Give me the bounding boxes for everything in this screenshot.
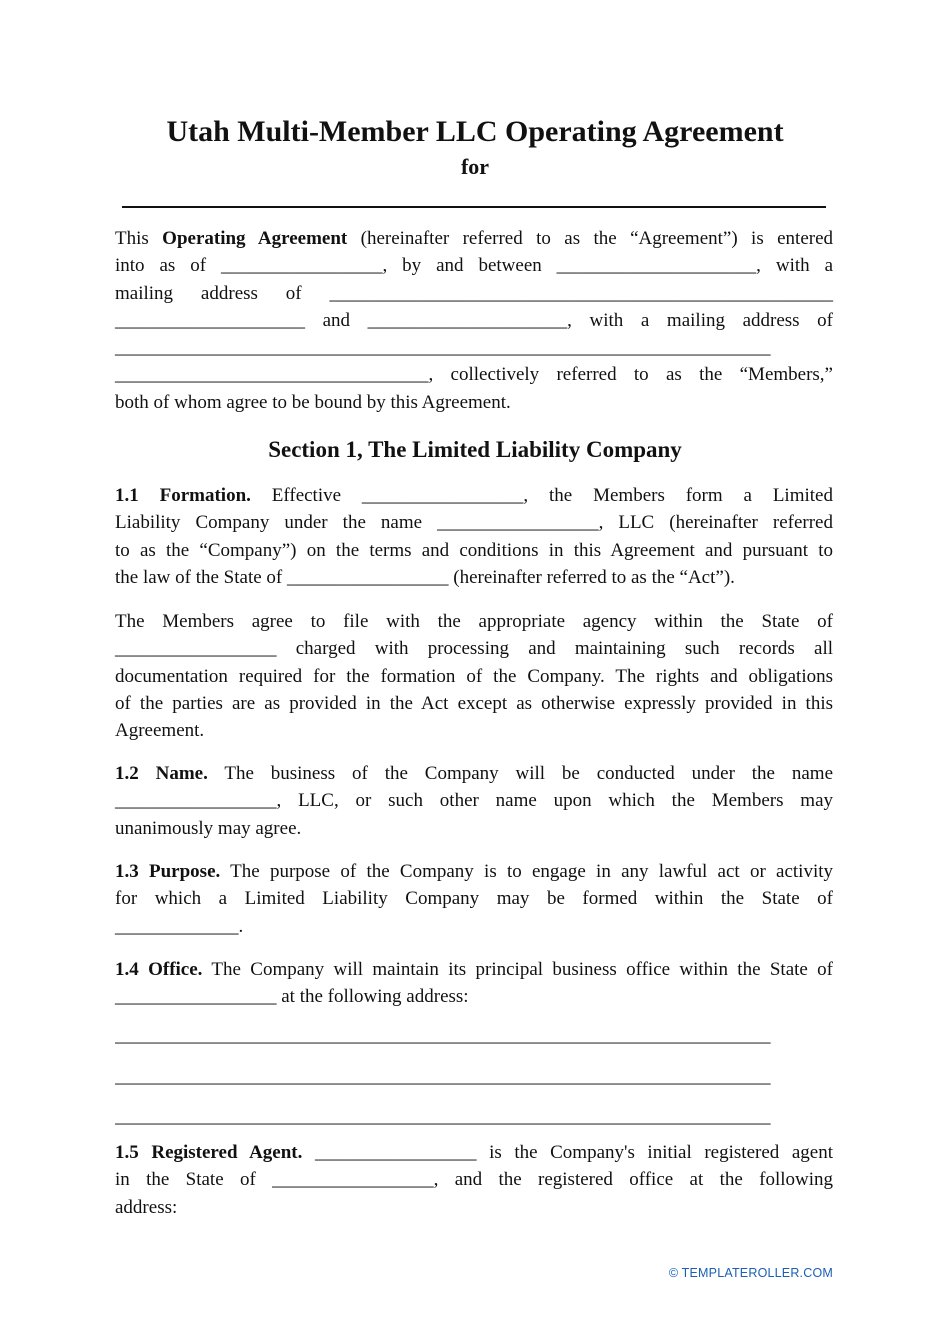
intro-line-2: into as of _________________, by and between _____________________, with a xyxy=(115,255,833,277)
intro-line-4: ____________________ and _____________________, with a mailing address of xyxy=(115,309,833,331)
filing-paragraph xyxy=(115,608,833,744)
purpose-line-3: _____________. xyxy=(115,915,244,937)
filing-line-1: The Members agree to file with the appropriate agency within the State of xyxy=(115,611,833,632)
office-paragraph xyxy=(115,956,833,1011)
office-line-2: _________________ at the following address: xyxy=(115,986,469,1008)
office-address-blank-2: _____________________________________________________________________ xyxy=(115,1066,771,1087)
purpose-line-1: 1.3 Purpose. The purpose of the Company is to engage in any lawful act or activity xyxy=(115,861,834,882)
document-title: Utah Multi-Member LLC Operating Agreement xyxy=(166,115,784,148)
intro-line-7: both of whom agree to be bound by this Agreement. xyxy=(115,391,511,413)
office-address-blank-1: _____________________________________________________________________ xyxy=(115,1025,771,1046)
office-address-blank-3: _____________________________________________________________________ xyxy=(115,1106,771,1127)
formation-line-4: the law of the State of _________________ (hereinafter referred to as the “Act”). xyxy=(115,566,735,588)
name-line-2: _________________, LLC, or such other name upon which the Members may xyxy=(115,790,833,812)
section-1-heading: Section 1, The Limited Liability Company xyxy=(268,437,682,462)
name-line-1: 1.2 Name. The business of the Company will be conducted under the name xyxy=(115,763,833,784)
filing-line-3: documentation required for the formation of the Company. The rights and obligations xyxy=(115,665,833,687)
agent-line-1: 1.5 Registered Agent. _________________ is the Company's initial registered agent xyxy=(115,1142,833,1163)
intro-line-5: _____________________________________________________________________ xyxy=(115,337,771,359)
office-line-1: 1.4 Office. The Company will maintain its principal business office within the State of xyxy=(115,959,833,980)
filing-line-5: Agreement. xyxy=(115,720,205,742)
purpose-paragraph xyxy=(115,858,833,940)
agent-line-2: in the State of _________________, and the registered office at the following xyxy=(115,1169,833,1191)
filing-line-2: _________________ charged with processing and maintaining such records all xyxy=(115,638,833,660)
intro-line-3: mailing address of _____________________________________________________ xyxy=(115,282,833,304)
intro-line-6: _________________________________, collectively referred to as the “Members,” xyxy=(115,364,833,386)
agent-paragraph xyxy=(115,1139,833,1221)
formation-paragraph xyxy=(115,482,833,591)
formation-line-2: Liability Company under the name _________________, LLC (hereinafter referred xyxy=(115,512,833,534)
intro-paragraph xyxy=(115,225,833,416)
document-subtitle: for xyxy=(460,154,490,179)
templateroller-link[interactable]: © TEMPLATEROLLER.COM xyxy=(668,1266,833,1280)
formation-line-1: 1.1 Formation. Effective _________________, the Members form a Limited xyxy=(115,485,833,506)
filing-line-4: of the parties are as provided in the Act except as otherwise expressly provided in this xyxy=(115,692,833,714)
formation-line-3: to as the “Company”) on the terms and conditions in this Agreement and pursuant to xyxy=(115,539,833,561)
name-paragraph xyxy=(115,760,833,842)
name-line-3: unanimously may agree. xyxy=(115,817,302,839)
intro-line-1: This Operating Agreement (hereinafter referred to as the “Agreement”) is entered xyxy=(115,228,834,249)
agent-line-3: address: xyxy=(115,1196,178,1218)
company-name-blank-line xyxy=(122,206,826,208)
purpose-line-2: for which a Limited Liability Company may be formed within the State of xyxy=(115,888,833,910)
